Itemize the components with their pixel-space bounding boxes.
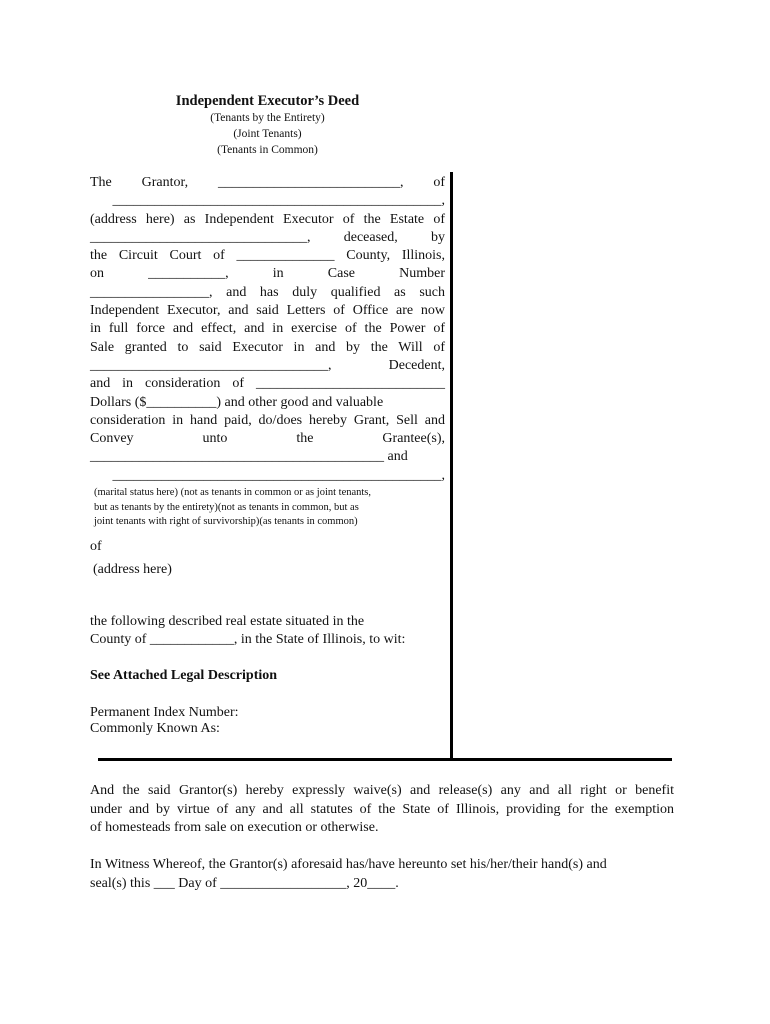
- word: Grantor,: [141, 175, 189, 190]
- witness-paragraph: [90, 856, 650, 893]
- subtitle-joint: (Joint Tenants): [233, 128, 302, 140]
- word: Convey: [90, 431, 134, 447]
- word: The: [90, 175, 112, 190]
- attached-legal-description: See Attached Legal Description: [90, 668, 278, 683]
- waiver-line: of homesteads from sale on execution or otherwise.: [90, 820, 379, 835]
- real-estate-paragraph: [90, 613, 445, 650]
- county-line: County of ____________, in the State of Illinois, to wit:: [90, 632, 406, 648]
- circuit-court-line: the Circuit Court of ______________ County, Illinois,: [90, 248, 445, 264]
- case-number-line: [90, 265, 445, 283]
- note-line: but as tenants by the entirety)(not as tenants in common, but as: [94, 501, 359, 513]
- deed-title: Independent Executor’s Deed: [175, 93, 360, 109]
- grantor-address-blank: _______________________________________________,: [112, 193, 445, 209]
- grantor-blank: __________________________,: [217, 175, 404, 190]
- force-line: in full force and effect, and in exercise of the Power of: [90, 321, 445, 337]
- qualified-line: _________________, and has duly qualified as such: [90, 284, 445, 300]
- word: Grantee(s),: [382, 431, 445, 447]
- vertical-divider: [450, 172, 453, 759]
- date-blank: ___________,: [148, 266, 229, 282]
- property-identifiers: [90, 705, 239, 737]
- dollars-line: Dollars ($__________) and other good and valuable: [90, 394, 384, 410]
- word: of: [433, 175, 445, 190]
- grantee-address-placeholder: (address here): [93, 562, 172, 577]
- of-label: of: [90, 539, 102, 554]
- word: unto: [202, 431, 228, 447]
- grant-sell-line: consideration in hand paid, do/does hereby Grant, Sell and: [90, 412, 445, 428]
- word: Number: [399, 266, 445, 282]
- word: the: [296, 431, 314, 447]
- real-estate-line: the following described real estate situated in the: [90, 614, 365, 629]
- grantee-blank: __________________________________________ and: [90, 449, 408, 465]
- witness-line: seal(s) this ___ Day of __________________, 20____.: [90, 875, 399, 891]
- witness-line: In Witness Whereof, the Grantor(s) aforesaid has/have hereunto set his/her/their hand(s) and: [90, 857, 607, 872]
- known-as-label: Commonly Known As:: [90, 721, 220, 736]
- marital-status-note: [94, 486, 444, 530]
- consideration-line: and in consideration of ___________________________: [90, 376, 445, 392]
- waiver-paragraph: [90, 782, 674, 838]
- word: in: [272, 266, 284, 282]
- grantee-blank-2: _______________________________________________,: [112, 467, 445, 483]
- sale-line: Sale granted to said Executor in and by the Will of: [90, 339, 445, 355]
- waiver-line: under and by virtue of any and all statutes of the State of Illinois, providing for the exemption: [90, 801, 674, 817]
- grantor-line: [90, 174, 445, 192]
- deceased-line: _______________________________, deceased, by: [90, 229, 445, 245]
- word: Case: [327, 266, 355, 282]
- subtitle-entirety: (Tenants by the Entirety): [210, 112, 325, 124]
- word: on: [90, 266, 104, 282]
- estate-line: (address here) as Independent Executor of the Estate of: [90, 211, 445, 227]
- note-line: (marital status here) (not as tenants in common or as joint tenants,: [94, 487, 372, 498]
- convey-line: [90, 430, 445, 448]
- horizontal-divider: [98, 758, 672, 761]
- grantor-paragraph: [90, 174, 445, 485]
- pin-label: Permanent Index Number:: [90, 705, 239, 720]
- note-line: joint tenants with right of survivorship)(as tenants in common): [94, 516, 358, 527]
- decedent-line: __________________________________, Decedent,: [90, 357, 445, 373]
- waiver-line: And the said Grantor(s) hereby expressly waive(s) and release(s) any and all right or benefit: [90, 783, 674, 798]
- subtitle-common: (Tenants in Common): [217, 144, 318, 156]
- letters-line: Independent Executor, and said Letters of Office are now: [90, 303, 445, 319]
